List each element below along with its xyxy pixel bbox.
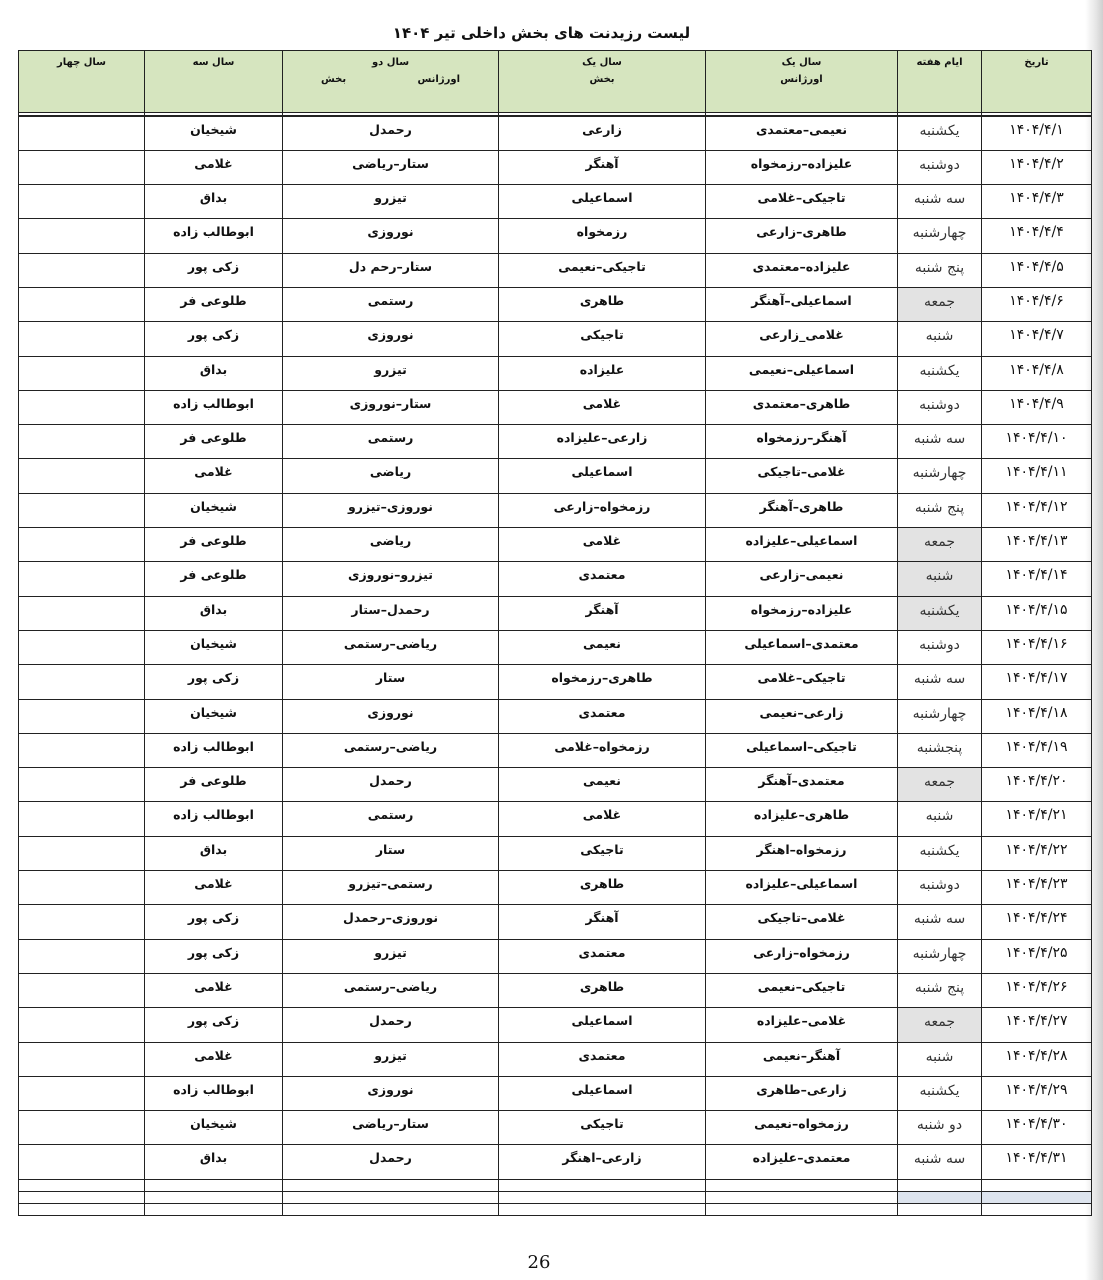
date-cell: ۱۴۰۴/۴/۸ bbox=[982, 356, 1092, 390]
year1-er-cell: غلامی–علیزاده bbox=[706, 1008, 898, 1042]
day-cell: جمعه bbox=[898, 1008, 982, 1042]
day-cell: جمعه bbox=[898, 287, 982, 321]
day-cell: دوشنبه bbox=[898, 630, 982, 664]
year2-cell: ستار bbox=[283, 836, 499, 870]
day-cell: یکشنبه bbox=[898, 116, 982, 150]
table-row bbox=[19, 287, 1092, 321]
year2-cell: ریاضی–رستمی bbox=[283, 733, 499, 767]
day-cell: سه شنبه bbox=[898, 425, 982, 459]
year1-ward-cell: رزمخواه–زارعی bbox=[499, 493, 706, 527]
year1-ward-cell: تاجیکی bbox=[499, 1111, 706, 1145]
year1-er-cell: اسماعیلی–نعیمی bbox=[706, 356, 898, 390]
year2-cell: ستار–رحم دل bbox=[283, 253, 499, 287]
year2-cell: رستمی bbox=[283, 287, 499, 321]
header-year4: سال چهار bbox=[19, 51, 145, 113]
year2-cell: نوروزی–تیزرو bbox=[283, 493, 499, 527]
day-cell: یکشنبه bbox=[898, 356, 982, 390]
empty-cell bbox=[898, 1203, 982, 1215]
empty-cell bbox=[982, 1203, 1092, 1215]
year3-cell: زکی پور bbox=[145, 322, 283, 356]
year3-cell: زکی پور bbox=[145, 253, 283, 287]
date-cell: ۱۴۰۴/۴/۱۷ bbox=[982, 665, 1092, 699]
year4-cell bbox=[19, 630, 145, 664]
empty-cell bbox=[19, 1179, 145, 1191]
year2-cell: ریاضی bbox=[283, 459, 499, 493]
table-row bbox=[19, 802, 1092, 836]
empty-row bbox=[19, 1203, 1092, 1215]
year3-cell: زکی پور bbox=[145, 665, 283, 699]
date-cell: ۱۴۰۴/۴/۵ bbox=[982, 253, 1092, 287]
year4-cell bbox=[19, 1076, 145, 1110]
date-cell: ۱۴۰۴/۴/۲۴ bbox=[982, 905, 1092, 939]
year3-cell: غلامی bbox=[145, 1042, 283, 1076]
year4-cell bbox=[19, 973, 145, 1007]
empty-cell bbox=[499, 1179, 706, 1191]
year2-cell: تیزرو bbox=[283, 939, 499, 973]
year1-ward-cell: غلامی bbox=[499, 802, 706, 836]
empty-cell bbox=[898, 1179, 982, 1191]
table-row bbox=[19, 836, 1092, 870]
header-year3: سال سه bbox=[145, 51, 283, 113]
year3-cell: شیخیان bbox=[145, 630, 283, 664]
year4-cell bbox=[19, 390, 145, 424]
year1-er-cell: زارعی–طاهری bbox=[706, 1076, 898, 1110]
year3-cell: زکی پور bbox=[145, 1008, 283, 1042]
year1-ward-cell: زارعی bbox=[499, 116, 706, 150]
year4-cell bbox=[19, 425, 145, 459]
table-row bbox=[19, 219, 1092, 253]
year1-ward-cell: زارعی–علیزاده bbox=[499, 425, 706, 459]
table-header-row bbox=[19, 51, 1092, 113]
day-cell: دوشنبه bbox=[898, 871, 982, 905]
year1-ward-cell: معتمدی bbox=[499, 1042, 706, 1076]
year1-er-cell: تاجیکی–غلامی bbox=[706, 185, 898, 219]
year2-cell: تیزرو bbox=[283, 185, 499, 219]
table-row bbox=[19, 939, 1092, 973]
date-cell: ۱۴۰۴/۴/۱ bbox=[982, 116, 1092, 150]
year1-er-cell: معتمدی–علیزاده bbox=[706, 1145, 898, 1179]
table-row bbox=[19, 733, 1092, 767]
year1-ward-cell: طاهری bbox=[499, 871, 706, 905]
day-cell: چهارشنبه bbox=[898, 459, 982, 493]
day-cell: جمعه bbox=[898, 528, 982, 562]
date-cell: ۱۴۰۴/۴/۲ bbox=[982, 150, 1092, 184]
year1-ward-cell: اسماعیلی bbox=[499, 1008, 706, 1042]
year1-ward-cell: طاهری bbox=[499, 287, 706, 321]
date-cell: ۱۴۰۴/۴/۲۶ bbox=[982, 973, 1092, 1007]
empty-cell bbox=[982, 1191, 1092, 1203]
year2-cell: نوروزی bbox=[283, 322, 499, 356]
day-cell: یکشنبه bbox=[898, 596, 982, 630]
year1-ward-cell: آهنگر bbox=[499, 596, 706, 630]
year1-ward-cell: تاجیکی bbox=[499, 836, 706, 870]
day-cell: یکشنبه bbox=[898, 1076, 982, 1110]
year4-cell bbox=[19, 1008, 145, 1042]
year3-cell: شیخیان bbox=[145, 1111, 283, 1145]
year1-ward-cell: معتمدی bbox=[499, 699, 706, 733]
date-cell: ۱۴۰۴/۴/۳ bbox=[982, 185, 1092, 219]
date-cell: ۱۴۰۴/۴/۱۰ bbox=[982, 425, 1092, 459]
year1-er-cell: علیزاده–رزمخواه bbox=[706, 596, 898, 630]
year1-er-cell: تاجیکی–غلامی bbox=[706, 665, 898, 699]
table-row bbox=[19, 562, 1092, 596]
year2-cell: نوروزی bbox=[283, 699, 499, 733]
day-cell: سه شنبه bbox=[898, 1145, 982, 1179]
day-cell: پنج شنبه bbox=[898, 253, 982, 287]
date-cell: ۱۴۰۴/۴/۲۳ bbox=[982, 871, 1092, 905]
date-cell: ۱۴۰۴/۴/۲۸ bbox=[982, 1042, 1092, 1076]
year1-ward-cell: غلامی bbox=[499, 528, 706, 562]
year4-cell bbox=[19, 459, 145, 493]
table-row bbox=[19, 390, 1092, 424]
date-cell: ۱۴۰۴/۴/۱۹ bbox=[982, 733, 1092, 767]
year1-er-cell: نعیمی–معتمدی bbox=[706, 116, 898, 150]
table-row bbox=[19, 1145, 1092, 1179]
date-cell: ۱۴۰۴/۴/۱۳ bbox=[982, 528, 1092, 562]
table-row bbox=[19, 253, 1092, 287]
year1-ward-cell: معتمدی bbox=[499, 939, 706, 973]
date-cell: ۱۴۰۴/۴/۱۸ bbox=[982, 699, 1092, 733]
year1-ward-cell: آهنگر bbox=[499, 150, 706, 184]
date-cell: ۱۴۰۴/۴/۱۲ bbox=[982, 493, 1092, 527]
year1-er-cell: معتمدی–اسماعیلی bbox=[706, 630, 898, 664]
day-cell: شنبه bbox=[898, 322, 982, 356]
year1-er-cell: رزمخواه–اهنگر bbox=[706, 836, 898, 870]
day-cell: دو شنبه bbox=[898, 1111, 982, 1145]
table-row bbox=[19, 1042, 1092, 1076]
year4-cell bbox=[19, 1111, 145, 1145]
table-row bbox=[19, 459, 1092, 493]
date-cell: ۱۴۰۴/۴/۶ bbox=[982, 287, 1092, 321]
year1-ward-cell: تاجیکی–نعیمی bbox=[499, 253, 706, 287]
year3-cell: غلامی bbox=[145, 459, 283, 493]
date-cell: ۱۴۰۴/۴/۱۶ bbox=[982, 630, 1092, 664]
day-cell: چهارشنبه bbox=[898, 699, 982, 733]
year1-ward-cell: معتمدی bbox=[499, 562, 706, 596]
year1-er-cell: معتمدی–آهنگر bbox=[706, 768, 898, 802]
year2-cell: رستمی bbox=[283, 802, 499, 836]
year2-cell: ریاضی bbox=[283, 528, 499, 562]
year4-cell bbox=[19, 939, 145, 973]
year4-cell bbox=[19, 219, 145, 253]
year3-cell: بداق bbox=[145, 1145, 283, 1179]
year3-cell: طلوعی فر bbox=[145, 768, 283, 802]
year1-ward-cell: رزمخواه bbox=[499, 219, 706, 253]
year1-er-cell: زارعی–نعیمی bbox=[706, 699, 898, 733]
year3-cell: ابوطالب زاده bbox=[145, 390, 283, 424]
table-row bbox=[19, 1111, 1092, 1145]
table-row bbox=[19, 1076, 1092, 1110]
year4-cell bbox=[19, 836, 145, 870]
year2-cell: رحمدل bbox=[283, 1008, 499, 1042]
empty-cell bbox=[283, 1191, 499, 1203]
year3-cell: بداق bbox=[145, 836, 283, 870]
date-cell: ۱۴۰۴/۴/۲۷ bbox=[982, 1008, 1092, 1042]
day-cell: پنج شنبه bbox=[898, 973, 982, 1007]
day-cell: شنبه bbox=[898, 562, 982, 596]
date-cell: ۱۴۰۴/۴/۹ bbox=[982, 390, 1092, 424]
year3-cell: بداق bbox=[145, 185, 283, 219]
date-cell: ۱۴۰۴/۴/۲۰ bbox=[982, 768, 1092, 802]
table-row bbox=[19, 425, 1092, 459]
year2-cell: رحمدل bbox=[283, 768, 499, 802]
empty-cell bbox=[145, 1191, 283, 1203]
table-row bbox=[19, 493, 1092, 527]
year1-er-cell: طاهری–آهنگر bbox=[706, 493, 898, 527]
table-row bbox=[19, 630, 1092, 664]
day-cell: دوشنبه bbox=[898, 390, 982, 424]
date-cell: ۱۴۰۴/۴/۲۹ bbox=[982, 1076, 1092, 1110]
table-row bbox=[19, 596, 1092, 630]
date-cell: ۱۴۰۴/۴/۳۱ bbox=[982, 1145, 1092, 1179]
year2-cell: نوروزی bbox=[283, 1076, 499, 1110]
year4-cell bbox=[19, 871, 145, 905]
year1-ward-cell: اسماعیلی bbox=[499, 1076, 706, 1110]
year2-cell: تیزرو–نوروزی bbox=[283, 562, 499, 596]
year1-er-cell: اسماعیلی–علیزاده bbox=[706, 528, 898, 562]
year4-cell bbox=[19, 493, 145, 527]
year3-cell: بداق bbox=[145, 356, 283, 390]
year3-cell: غلامی bbox=[145, 150, 283, 184]
year4-cell bbox=[19, 287, 145, 321]
year1-ward-cell: تاجیکی bbox=[499, 322, 706, 356]
year4-cell bbox=[19, 253, 145, 287]
year1-er-cell: غلامی–تاجیکی bbox=[706, 459, 898, 493]
empty-cell bbox=[982, 1179, 1092, 1191]
day-cell: پنجشنبه bbox=[898, 733, 982, 767]
year1-er-cell: اسماعیلی–آهنگر bbox=[706, 287, 898, 321]
year3-cell: بداق bbox=[145, 596, 283, 630]
year2-cell: رحمدل bbox=[283, 116, 499, 150]
table-row bbox=[19, 871, 1092, 905]
day-cell: سه شنبه bbox=[898, 665, 982, 699]
date-cell: ۱۴۰۴/۴/۷ bbox=[982, 322, 1092, 356]
year2-cell: رستمی bbox=[283, 425, 499, 459]
year4-cell bbox=[19, 322, 145, 356]
year3-cell: شیخیان bbox=[145, 116, 283, 150]
table-row bbox=[19, 185, 1092, 219]
year1-er-cell: آهنگر–رزمخواه bbox=[706, 425, 898, 459]
empty-cell bbox=[706, 1191, 898, 1203]
date-cell: ۱۴۰۴/۴/۲۲ bbox=[982, 836, 1092, 870]
year3-cell: طلوعی فر bbox=[145, 287, 283, 321]
year3-cell: طلوعی فر bbox=[145, 562, 283, 596]
year4-cell bbox=[19, 665, 145, 699]
header-date: تاریخ bbox=[982, 51, 1092, 113]
year2-cell: رحمدل bbox=[283, 1145, 499, 1179]
year3-cell: ابوطالب زاده bbox=[145, 219, 283, 253]
year2-cell: تیزرو bbox=[283, 356, 499, 390]
empty-cell bbox=[706, 1203, 898, 1215]
year1-er-cell: طاهری–علیزاده bbox=[706, 802, 898, 836]
year4-cell bbox=[19, 1042, 145, 1076]
year1-ward-cell: نعیمی bbox=[499, 768, 706, 802]
page-title: لیست رزیدنت های بخش داخلی تیر ۱۴۰۴ bbox=[392, 24, 691, 42]
year4-cell bbox=[19, 185, 145, 219]
table-row bbox=[19, 665, 1092, 699]
date-cell: ۱۴۰۴/۴/۴ bbox=[982, 219, 1092, 253]
empty-cell bbox=[19, 1203, 145, 1215]
page-number: 26 bbox=[527, 1252, 551, 1273]
year3-cell: ابوطالب زاده bbox=[145, 733, 283, 767]
year3-cell: زکی پور bbox=[145, 939, 283, 973]
year3-cell: غلامی bbox=[145, 871, 283, 905]
empty-cell bbox=[145, 1179, 283, 1191]
header-year1-er: سال یک اورژانس bbox=[706, 51, 898, 113]
date-cell: ۱۴۰۴/۴/۲۵ bbox=[982, 939, 1092, 973]
year1-ward-cell: زارعی–اهنگر bbox=[499, 1145, 706, 1179]
day-cell: دوشنبه bbox=[898, 150, 982, 184]
year2-cell: رستمی–تیزرو bbox=[283, 871, 499, 905]
empty-cell bbox=[145, 1203, 283, 1215]
year1-er-cell: رزمخواه–زارعی bbox=[706, 939, 898, 973]
year3-cell: ابوطالب زاده bbox=[145, 1076, 283, 1110]
table-row bbox=[19, 150, 1092, 184]
year1-er-cell: علیزاده–معتمدی bbox=[706, 253, 898, 287]
day-cell: شنبه bbox=[898, 1042, 982, 1076]
year2-cell: نوروزی bbox=[283, 219, 499, 253]
year3-cell: ابوطالب زاده bbox=[145, 802, 283, 836]
year1-er-cell: آهنگر–نعیمی bbox=[706, 1042, 898, 1076]
resident-roster-table bbox=[18, 50, 1092, 1216]
day-cell: سه شنبه bbox=[898, 905, 982, 939]
empty-row bbox=[19, 1191, 1092, 1203]
year1-ward-cell: رزمخواه–غلامی bbox=[499, 733, 706, 767]
year2-cell: ستار–نوروزی bbox=[283, 390, 499, 424]
empty-cell bbox=[19, 1191, 145, 1203]
year3-cell: شیخیان bbox=[145, 699, 283, 733]
header-year2: سال دو اورژانس بخش bbox=[283, 51, 499, 113]
year3-cell: طلوعی فر bbox=[145, 425, 283, 459]
day-cell: جمعه bbox=[898, 768, 982, 802]
table-row bbox=[19, 356, 1092, 390]
year1-er-cell: علیزاده–رزمخواه bbox=[706, 150, 898, 184]
year4-cell bbox=[19, 562, 145, 596]
year1-er-cell: اسماعیلی–علیزاده bbox=[706, 871, 898, 905]
table-row bbox=[19, 322, 1092, 356]
year4-cell bbox=[19, 596, 145, 630]
empty-cell bbox=[499, 1191, 706, 1203]
header-day: ایام هفته bbox=[898, 51, 982, 113]
table-row bbox=[19, 1008, 1092, 1042]
date-cell: ۱۴۰۴/۴/۳۰ bbox=[982, 1111, 1092, 1145]
year1-er-cell: تاجیکی–نعیمی bbox=[706, 973, 898, 1007]
year3-cell: زکی پور bbox=[145, 905, 283, 939]
year1-er-cell: نعیمی–زارعی bbox=[706, 562, 898, 596]
empty-cell bbox=[283, 1179, 499, 1191]
year4-cell bbox=[19, 768, 145, 802]
year1-ward-cell: آهنگر bbox=[499, 905, 706, 939]
year4-cell bbox=[19, 116, 145, 150]
table-row bbox=[19, 116, 1092, 150]
year1-ward-cell: طاهری–رزمخواه bbox=[499, 665, 706, 699]
year2-cell: تیزرو bbox=[283, 1042, 499, 1076]
day-cell: یکشنبه bbox=[898, 836, 982, 870]
table-row bbox=[19, 528, 1092, 562]
empty-cell bbox=[283, 1203, 499, 1215]
year2-cell: ستار–ریاضی bbox=[283, 150, 499, 184]
day-cell: سه شنبه bbox=[898, 185, 982, 219]
year3-cell: طلوعی فر bbox=[145, 528, 283, 562]
year3-cell: غلامی bbox=[145, 973, 283, 1007]
year1-er-cell: طاهری–زارعی bbox=[706, 219, 898, 253]
year2-cell: ریاضی–رستمی bbox=[283, 630, 499, 664]
header-year1-ward: سال یک بخش bbox=[499, 51, 706, 113]
year1-ward-cell: طاهری bbox=[499, 973, 706, 1007]
year1-ward-cell: غلامی bbox=[499, 390, 706, 424]
year4-cell bbox=[19, 905, 145, 939]
date-cell: ۱۴۰۴/۴/۱۵ bbox=[982, 596, 1092, 630]
year1-ward-cell: اسماعیلی bbox=[499, 459, 706, 493]
year1-ward-cell: اسماعیلی bbox=[499, 185, 706, 219]
empty-cell bbox=[499, 1203, 706, 1215]
year3-cell: شیخیان bbox=[145, 493, 283, 527]
year4-cell bbox=[19, 802, 145, 836]
year2-cell: ستار–ریاضی bbox=[283, 1111, 499, 1145]
year1-er-cell: تاجیکی–اسماعیلی bbox=[706, 733, 898, 767]
empty-cell bbox=[706, 1179, 898, 1191]
table-row bbox=[19, 768, 1092, 802]
table-row bbox=[19, 973, 1092, 1007]
year1-er-cell: غلامی–تاجیکی bbox=[706, 905, 898, 939]
empty-row bbox=[19, 1179, 1092, 1191]
year2-cell: رحمدل–ستار bbox=[283, 596, 499, 630]
year2-cell: نوروزی–رحمدل bbox=[283, 905, 499, 939]
year2-cell: ستار bbox=[283, 665, 499, 699]
year4-cell bbox=[19, 733, 145, 767]
day-cell: شنبه bbox=[898, 802, 982, 836]
year2-cell: ریاضی–رستمی bbox=[283, 973, 499, 1007]
year1-er-cell: رزمخواه–نعیمی bbox=[706, 1111, 898, 1145]
year4-cell bbox=[19, 1145, 145, 1179]
empty-cell bbox=[898, 1191, 982, 1203]
year4-cell bbox=[19, 699, 145, 733]
year1-er-cell: طاهری–معتمدی bbox=[706, 390, 898, 424]
date-cell: ۱۴۰۴/۴/۲۱ bbox=[982, 802, 1092, 836]
day-cell: پنج شنبه bbox=[898, 493, 982, 527]
year4-cell bbox=[19, 356, 145, 390]
day-cell: چهارشنبه bbox=[898, 219, 982, 253]
year4-cell bbox=[19, 150, 145, 184]
year1-ward-cell: علیزاده bbox=[499, 356, 706, 390]
date-cell: ۱۴۰۴/۴/۱۴ bbox=[982, 562, 1092, 596]
day-cell: چهارشنبه bbox=[898, 939, 982, 973]
year1-er-cell: غلامی_زارعی bbox=[706, 322, 898, 356]
table-row bbox=[19, 699, 1092, 733]
date-cell: ۱۴۰۴/۴/۱۱ bbox=[982, 459, 1092, 493]
year4-cell bbox=[19, 528, 145, 562]
year1-ward-cell: نعیمی bbox=[499, 630, 706, 664]
table-row bbox=[19, 905, 1092, 939]
